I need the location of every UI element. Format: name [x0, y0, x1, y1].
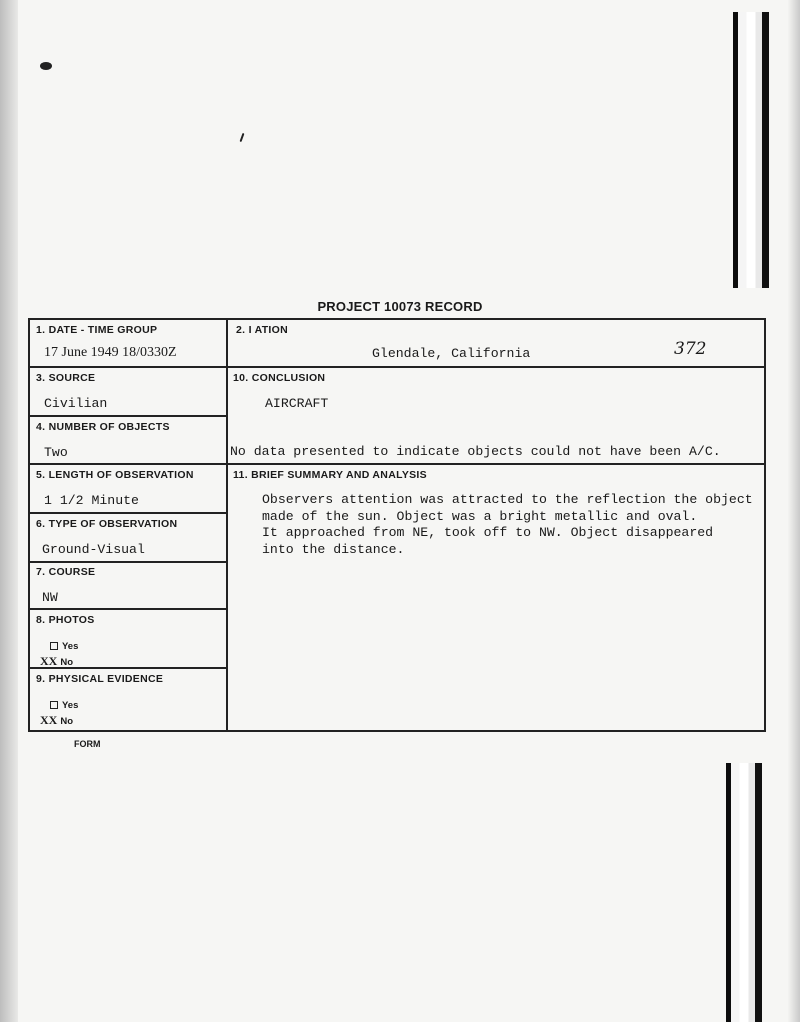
conclusion-value: AIRCRAFT — [265, 396, 329, 411]
length-of-observation-label: 5. LENGTH OF OBSERVATION — [36, 469, 194, 481]
checkbox-empty-icon — [50, 701, 58, 709]
column-divider — [226, 319, 228, 731]
summary-line: made of the sun. Object was a bright metallic and oval. — [262, 508, 698, 524]
page-title: PROJECT 10073 RECORD — [317, 299, 483, 314]
source-label: 3. SOURCE — [36, 372, 96, 384]
photos-yes-option: Yes — [50, 641, 78, 652]
date-time-label: 1. DATE - TIME GROUP — [36, 324, 158, 336]
evidence-yes-option: Yes — [50, 700, 78, 711]
course-label: 7. COURSE — [36, 566, 96, 578]
conclusion-label: 10. CONCLUSION — [233, 372, 326, 384]
scan-speck — [40, 62, 52, 70]
summary-text — [262, 492, 762, 558]
row-divider — [29, 561, 227, 563]
evidence-no-option: XX No — [40, 713, 74, 727]
number-of-objects-value: Two — [44, 445, 68, 460]
row-divider — [29, 366, 765, 368]
typed-x-mark: XX — [40, 654, 58, 668]
scan-edge-shadow-right — [788, 0, 800, 1022]
source-value: Civilian — [44, 396, 108, 411]
row-divider — [29, 463, 765, 465]
location-value: Glendale, California — [372, 346, 531, 361]
photos-no-option: XX No — [40, 654, 74, 668]
length-of-observation-value: 1 1/2 Minute — [44, 493, 139, 508]
checkbox-empty-icon — [50, 642, 58, 650]
location-label: 2. I ATION — [236, 324, 289, 336]
conclusion-note: No data presented to indicate objects could not have been A/C. — [230, 444, 721, 459]
summary-label: 11. BRIEF SUMMARY AND ANALYSIS — [233, 469, 427, 481]
number-of-objects-label: 4. NUMBER OF OBJECTS — [36, 421, 170, 433]
form-footer-label: FORM — [74, 739, 101, 749]
binder-strip-bottom — [726, 763, 762, 1022]
row-divider — [29, 608, 227, 610]
date-time-value: 17 June 1949 18/0330Z — [44, 345, 177, 360]
photos-label: 8. PHOTOS — [36, 614, 95, 626]
typed-x-mark: XX — [40, 713, 58, 727]
row-divider — [29, 512, 227, 514]
physical-evidence-label: 9. PHYSICAL EVIDENCE — [36, 673, 164, 685]
summary-line: It approached from NE, took off to NW. Object disappeared — [262, 525, 714, 540]
case-number: 372 — [674, 339, 707, 359]
scan-edge-shadow — [0, 0, 18, 1022]
row-divider — [29, 415, 227, 417]
type-of-observation-label: 6. TYPE OF OBSERVATION — [36, 518, 178, 530]
type-of-observation-value: Ground-Visual — [42, 542, 145, 557]
binder-strip-top — [733, 12, 769, 288]
course-value: NW — [42, 590, 58, 605]
summary-line: Observers attention was attracted to the reflection the object — [262, 492, 753, 507]
summary-line: into the distance. — [262, 541, 405, 557]
